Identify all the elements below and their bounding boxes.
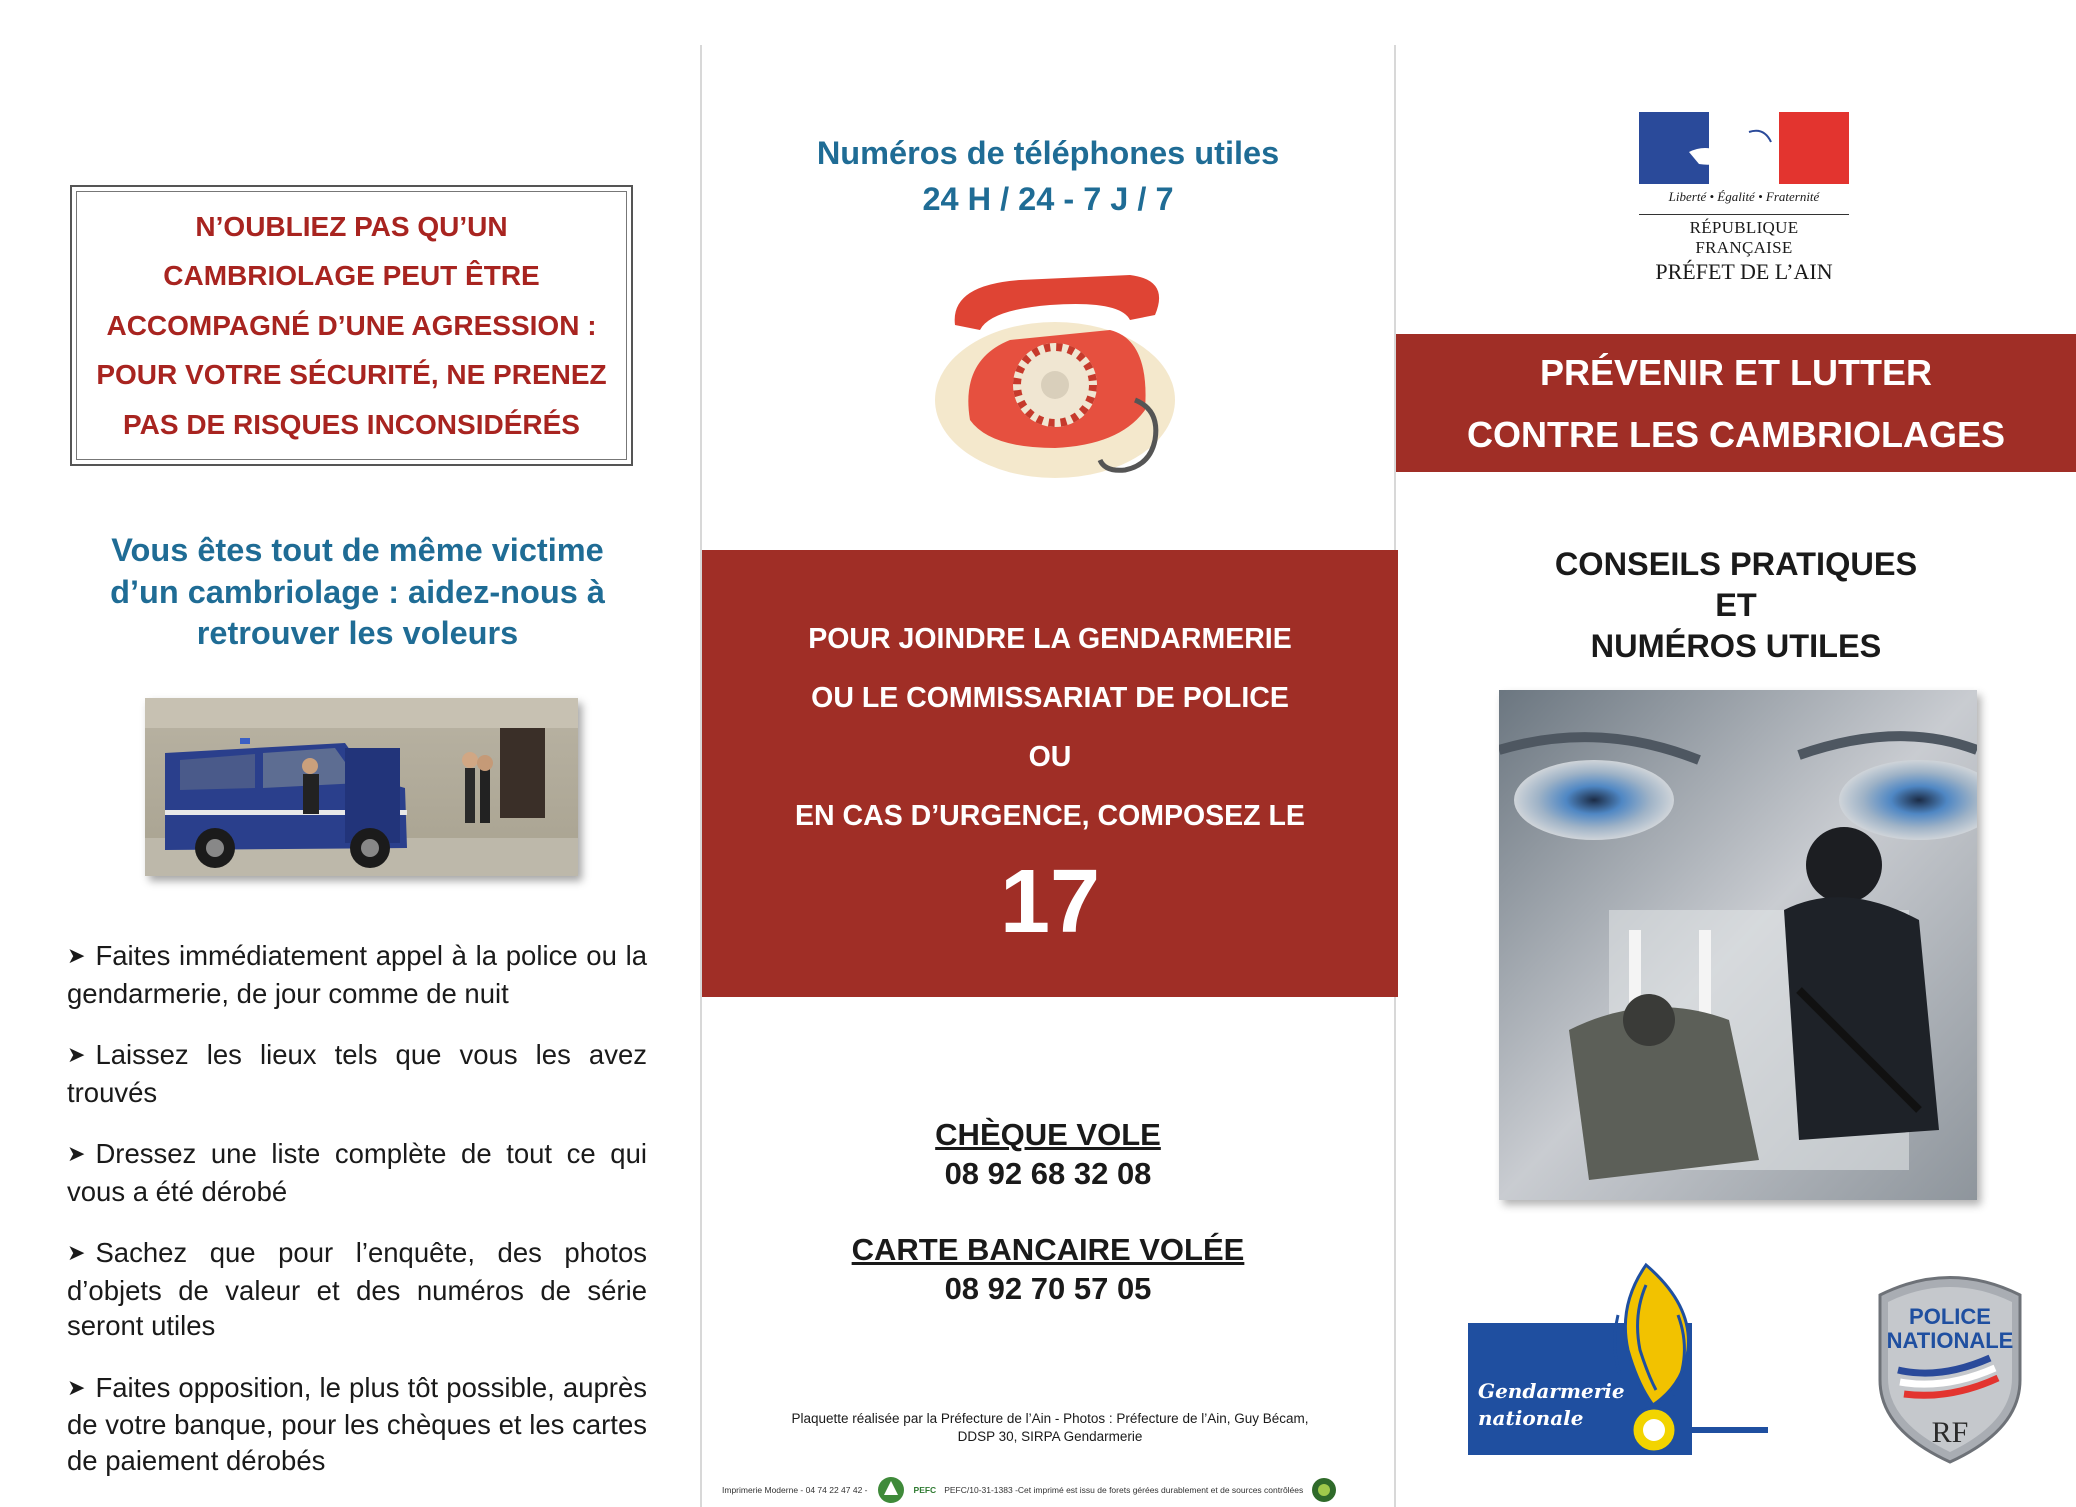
stolen-card-number: 08 92 70 57 05	[944, 1271, 1152, 1306]
page-title: PRÉVENIR ET LUTTER CONTRE LES CAMBRIOLAGES	[1396, 334, 2076, 472]
gendarmerie-van-photo	[145, 698, 578, 876]
warning-box	[70, 185, 633, 466]
prefecture-name: PRÉFET DE L’AIN	[1655, 259, 1833, 284]
emergency-number: 17	[999, 852, 1101, 952]
list-item: ➤ Faites immédiatement appel à la police ou la gendarmerie, de jour comme de nuit	[67, 940, 647, 1009]
police-line1: POLICE	[1909, 1304, 1991, 1329]
police-nationale-logo	[1870, 1270, 2030, 1465]
gendarmerie-logo	[1468, 1255, 1768, 1455]
arrow-icon: ➤	[67, 943, 86, 968]
republic-name: RÉPUBLIQUE FRANÇAISE	[1639, 214, 1849, 258]
middle-panel	[700, 45, 1396, 1507]
list-item: ➤ Sachez que pour l’enquête, des photos d’objets de valeur et des numéros de série seront utiles	[67, 1237, 647, 1341]
gendarmerie-line2: nationale	[1478, 1406, 1584, 1430]
emergency-text: POUR JOINDRE LA GENDARMERIE OU LE COMMISSARIAT DE POLICE OU EN CAS D’URGENCE, COMPOSEZ LE	[795, 623, 1305, 832]
arrow-icon: ➤	[67, 1042, 86, 1067]
marianne-logo	[1639, 112, 1849, 184]
photo-credits: Plaquette réalisée par la Préfecture de l’Ain - Photos : Préfecture de l’Ain, Guy Bécam, DDSP 30, SIRPA Gendarmerie	[791, 1411, 1309, 1444]
burglar-photo	[1499, 690, 1977, 1200]
stolen-cheque-number: 08 92 68 32 08	[944, 1156, 1152, 1191]
imprint-line: Imprimerie Moderne - 04 74 22 47 42 - PEFC PEFC/10-31-1383 -Cet imprimé est issu de forets gérées durablement et de sources contrôlées	[722, 1475, 1392, 1505]
subtitle: CONSEILS PRATIQUES ET NUMÉROS UTILES	[1554, 546, 1918, 664]
stolen-card-label: CARTE BANCAIRE VOLÉE	[851, 1232, 1245, 1267]
list-item: ➤ Faites opposition, le plus tôt possible, auprès de votre banque, pour les chèques et les cartes de paiement dérobés	[67, 1371, 647, 1476]
left-panel	[0, 0, 700, 1507]
right-panel	[1396, 0, 2076, 1507]
pefc-logo-icon	[876, 1475, 906, 1505]
stolen-cheque-block	[702, 1115, 1394, 1193]
police-monogram: RF	[1931, 1416, 1969, 1449]
eco-label-icon	[1311, 1477, 1337, 1503]
stolen-card-block	[702, 1230, 1394, 1308]
warning-text: N’OUBLIEZ PAS QU’UN CAMBRIOLAGE PEUT ÊTRE ACCOMPAGNÉ D’UNE AGRESSION : POUR VOTRE SÉCURITÉ, NE PRENEZ PAS DE RISQUES INCONSIDÉRÉS	[96, 210, 607, 440]
arrow-icon: ➤	[67, 1240, 86, 1265]
list-item: ➤ Laissez les lieux tels que vous les avez trouvés	[67, 1039, 647, 1108]
arrow-icon: ➤	[67, 1141, 86, 1166]
gendarmerie-line1: Gendarmerie	[1478, 1379, 1625, 1403]
tips-list	[67, 938, 647, 1504]
arrow-icon: ➤	[67, 1374, 86, 1400]
telephone-icon	[930, 270, 1180, 490]
list-item: ➤ Dressez une liste complète de tout ce qui vous a été dérobé	[67, 1138, 647, 1207]
police-line2: NATIONALE	[1886, 1328, 2014, 1353]
victim-heading: Vous êtes tout de même victime d’un cambriolage : aidez-nous à retrouver les voleurs	[110, 532, 605, 651]
republic-motto: Liberté • Égalité • Fraternité	[1668, 189, 1820, 204]
emergency-band	[702, 550, 1398, 997]
phones-title: Numéros de téléphones utiles 24 H / 24 - 7 J / 7	[816, 135, 1280, 217]
stolen-cheque-label: CHÈQUE VOLE	[935, 1117, 1161, 1152]
